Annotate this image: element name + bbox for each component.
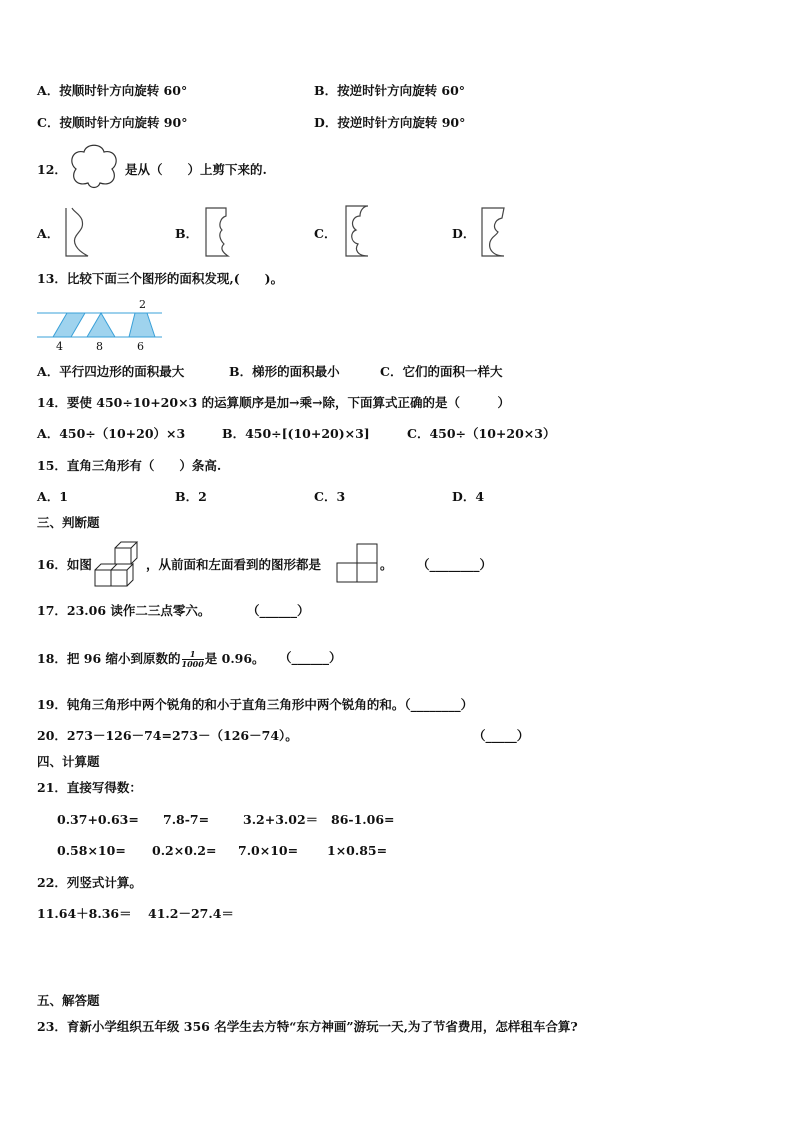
q21-expr: 3.2+3.02＝: [243, 812, 319, 827]
q12-option-c-label: C．: [314, 226, 337, 241]
q12-option-d-shape: [478, 206, 508, 258]
q14-option-a: A．450÷（10+20）×3: [37, 426, 186, 441]
q15-option-d: D．4: [452, 489, 485, 504]
q18-fraction: [182, 650, 204, 669]
q16-answer-blank[interactable]: （________）: [417, 557, 493, 572]
q16-view-figure: [336, 543, 378, 583]
q23-question-text: 23．育新小学组织五年级 356 名学生去方特“东方神画”游玩一天,为了节省费用，怎样租车合算?: [37, 1019, 578, 1034]
q18-fraction-numerator: 1: [182, 650, 204, 660]
q12-question-text: 是从（ ）上剪下来的.: [125, 162, 267, 177]
q12-option-a-label: A．: [37, 226, 60, 241]
q18-text-post: 是 0.96。: [204, 651, 265, 666]
q21-expr: 0.37+0.63=: [57, 812, 139, 827]
q16-text-post: 。: [380, 557, 393, 572]
q13-label-parallelogram: 4: [56, 340, 63, 353]
q11-option-c: C．按顺时针方向旋转 90°: [37, 115, 188, 130]
q12-option-b-label: B．: [175, 226, 199, 241]
q13-option-b: B．梯形的面积最小: [229, 364, 340, 379]
q11-option-a: A．按顺时针方向旋转 60°: [37, 83, 188, 98]
q16-text-pre: 16．如图: [37, 557, 92, 572]
q12-option-d-label: D．: [452, 226, 476, 241]
q12-option-c-shape: [342, 204, 372, 258]
q20-question-text: 20．273－126－74=273－（126－74）。: [37, 728, 298, 743]
q18-question-line: [37, 650, 265, 669]
q22-expr: 11.64＋8.36＝: [37, 906, 132, 921]
q15-option-b: B．2: [175, 489, 207, 504]
q22-expr: 41.2－27.4＝: [148, 906, 234, 921]
q13-question-text: 13．比较下面三个图形的面积发现,( )。: [37, 271, 284, 286]
section-5-heading: 五、解答题: [37, 993, 100, 1008]
section-3-heading: 三、判断题: [37, 515, 100, 530]
q19-question-text: 19．钝角三角形中两个锐角的和小于直角三角形中两个锐角的和。（________）: [37, 697, 474, 712]
q13-option-c: C．它们的面积一样大: [380, 364, 503, 379]
section-4-heading: 四、计算题: [37, 754, 100, 769]
q18-answer-blank[interactable]: （______）: [279, 650, 342, 665]
q21-expr: 1×0.85=: [327, 843, 388, 858]
q12-option-b-shape: [202, 206, 232, 258]
q15-option-a: A．1: [37, 489, 68, 504]
q14-option-b: B．450÷[(10+20)×3]: [222, 426, 370, 441]
q11-option-d: D．按逆时针方向旋转 90°: [314, 115, 466, 130]
q22-question-text: 22．列竖式计算。: [37, 875, 142, 890]
q14-question-text: 14．要使 450÷10+20×3 的运算顺序是加→乘→除，下面算式正确的是（ ）: [37, 395, 511, 410]
q17-question-text: 17．23.06 读作二三点零六。: [37, 603, 211, 618]
q20-answer-blank[interactable]: （_____）: [473, 728, 530, 743]
q15-question-text: 15．直角三角形有（ ）条高.: [37, 458, 222, 473]
q21-expr: 86-1.06=: [331, 812, 395, 827]
q18-fraction-denominator: 1000: [181, 659, 204, 669]
q21-expr: 7.8-7=: [163, 812, 210, 827]
q21-expr: 0.2×0.2=: [152, 843, 217, 858]
clover-shape-figure: [68, 143, 120, 195]
q13-option-a: A．平行四边形的面积最大: [37, 364, 185, 379]
q21-question-text: 21．直接写得数：: [37, 780, 142, 795]
q16-text-mid: ，从前面和左面看到的图形都是: [146, 557, 322, 572]
q18-text-pre: 18．把 96 缩小到原数的: [37, 651, 181, 666]
q17-answer-blank[interactable]: （______）: [247, 603, 310, 618]
q11-option-b: B．按逆时针方向旋转 60°: [314, 83, 466, 98]
q12-number: 12．: [37, 162, 67, 177]
q13-label-triangle: 8: [96, 340, 103, 353]
q21-expr: 0.58×10=: [57, 843, 126, 858]
q12-option-a-shape: [62, 206, 92, 258]
q13-label-trapezoid: 6: [137, 340, 144, 353]
q21-expr: 7.0×10=: [238, 843, 299, 858]
q15-option-c: C．3: [314, 489, 346, 504]
q16-cube-stack-figure: [93, 540, 141, 588]
q14-option-c: C．450÷（10+20×3）: [407, 426, 556, 441]
q13-label-top: 2: [139, 298, 146, 311]
